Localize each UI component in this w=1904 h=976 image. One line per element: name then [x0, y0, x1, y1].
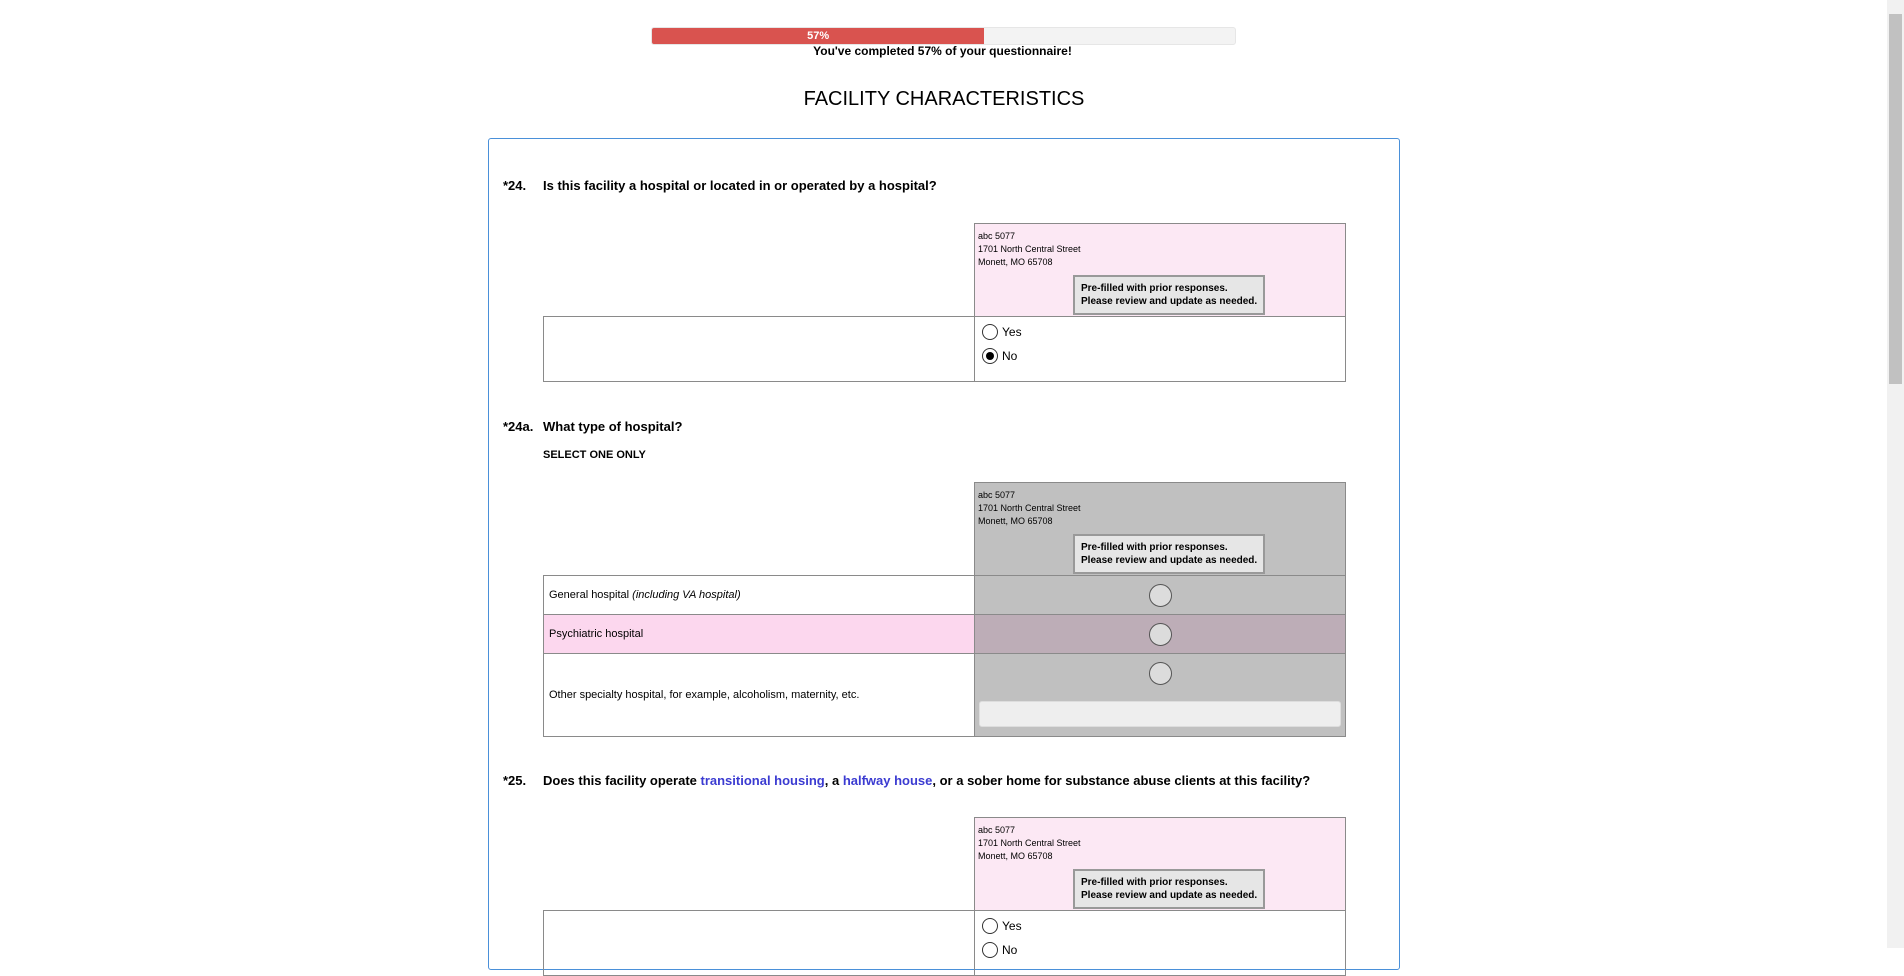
answer-row — [543, 316, 1346, 382]
question-24a — [503, 419, 682, 434]
facility-name: abc 5077 — [978, 825, 1016, 835]
question-text: What type of hospital? — [543, 419, 683, 434]
option-label: Psychiatric hospital — [549, 628, 644, 640]
question-text: , a — [824, 773, 843, 788]
radio-circle-icon[interactable] — [1149, 584, 1172, 607]
row-label — [544, 317, 975, 381]
radio-no[interactable] — [982, 347, 1345, 365]
section-title: FACILITY CHARACTERISTICS — [803, 88, 1085, 110]
prefill-notice: Pre-filled with prior responses. Please review and update as needed. — [1073, 275, 1265, 315]
option-row-psychiatric-hospital[interactable] — [543, 614, 1346, 654]
facility-street: 1701 North Central Street — [978, 244, 1081, 254]
question-24 — [503, 178, 937, 193]
question-number: *24a. — [503, 419, 534, 434]
radio-yes[interactable] — [982, 917, 1345, 935]
question-number: *25. — [503, 773, 527, 788]
facility-street: 1701 North Central Street — [978, 838, 1081, 848]
radio-label: Yes — [1002, 919, 1022, 933]
question-text: Does this facility operate — [543, 773, 701, 788]
radio-label: No — [1002, 943, 1018, 957]
option-row-general-hospital[interactable] — [543, 575, 1346, 615]
radio-checked-icon — [982, 348, 998, 364]
question-text: , or a sober home for substance abuse clients at this facility? — [932, 773, 1311, 788]
scrollbar-thumb[interactable] — [1889, 14, 1902, 384]
facility-name: abc 5077 — [978, 231, 1016, 241]
answer-row — [543, 910, 1346, 976]
option-label: General hospital — [549, 589, 630, 601]
prefill-header — [974, 817, 1346, 911]
radio-yes[interactable] — [982, 323, 1345, 341]
question-25 — [503, 773, 1310, 788]
prefill-header — [974, 223, 1346, 317]
question-number: *24. — [503, 178, 527, 193]
radio-circle-icon[interactable] — [1149, 623, 1172, 646]
question-text: Is this facility a hospital or located in or operated by a hospital? — [543, 178, 937, 193]
progress-fill: 57% — [652, 28, 984, 44]
radio-circle-icon — [982, 942, 998, 958]
row-label — [544, 911, 975, 975]
progress-bar — [651, 27, 1236, 45]
prefill-header — [974, 482, 1346, 576]
facility-city: Monett, MO 65708 — [978, 257, 1053, 267]
radio-circle-icon — [982, 324, 998, 340]
option-note: (including VA hospital) — [632, 589, 741, 601]
option-label: Other specialty hospital, for example, alcoholism, maternity, etc. — [549, 689, 860, 701]
facility-name: abc 5077 — [978, 490, 1016, 500]
select-one-instruction: SELECT ONE ONLY — [543, 449, 646, 461]
prefill-notice: Pre-filled with prior responses. Please review and update as needed. — [1073, 869, 1265, 909]
radio-label: Yes — [1002, 325, 1022, 339]
radio-circle-icon — [982, 918, 998, 934]
radio-label: No — [1002, 349, 1018, 363]
option-row-other-specialty[interactable] — [543, 653, 1346, 737]
radio-no[interactable] — [982, 941, 1345, 959]
facility-city: Monett, MO 65708 — [978, 851, 1053, 861]
facility-city: Monett, MO 65708 — [978, 516, 1053, 526]
facility-street: 1701 North Central Street — [978, 503, 1081, 513]
progress-message: You've completed 57% of your questionnaire! — [813, 44, 1072, 58]
transitional-housing-link[interactable]: transitional housing — [700, 773, 825, 788]
prefill-notice: Pre-filled with prior responses. Please review and update as needed. — [1073, 534, 1265, 574]
other-specify-input[interactable] — [979, 701, 1341, 727]
radio-circle-icon[interactable] — [1149, 662, 1172, 685]
halfway-house-link[interactable]: halfway house — [842, 773, 933, 788]
